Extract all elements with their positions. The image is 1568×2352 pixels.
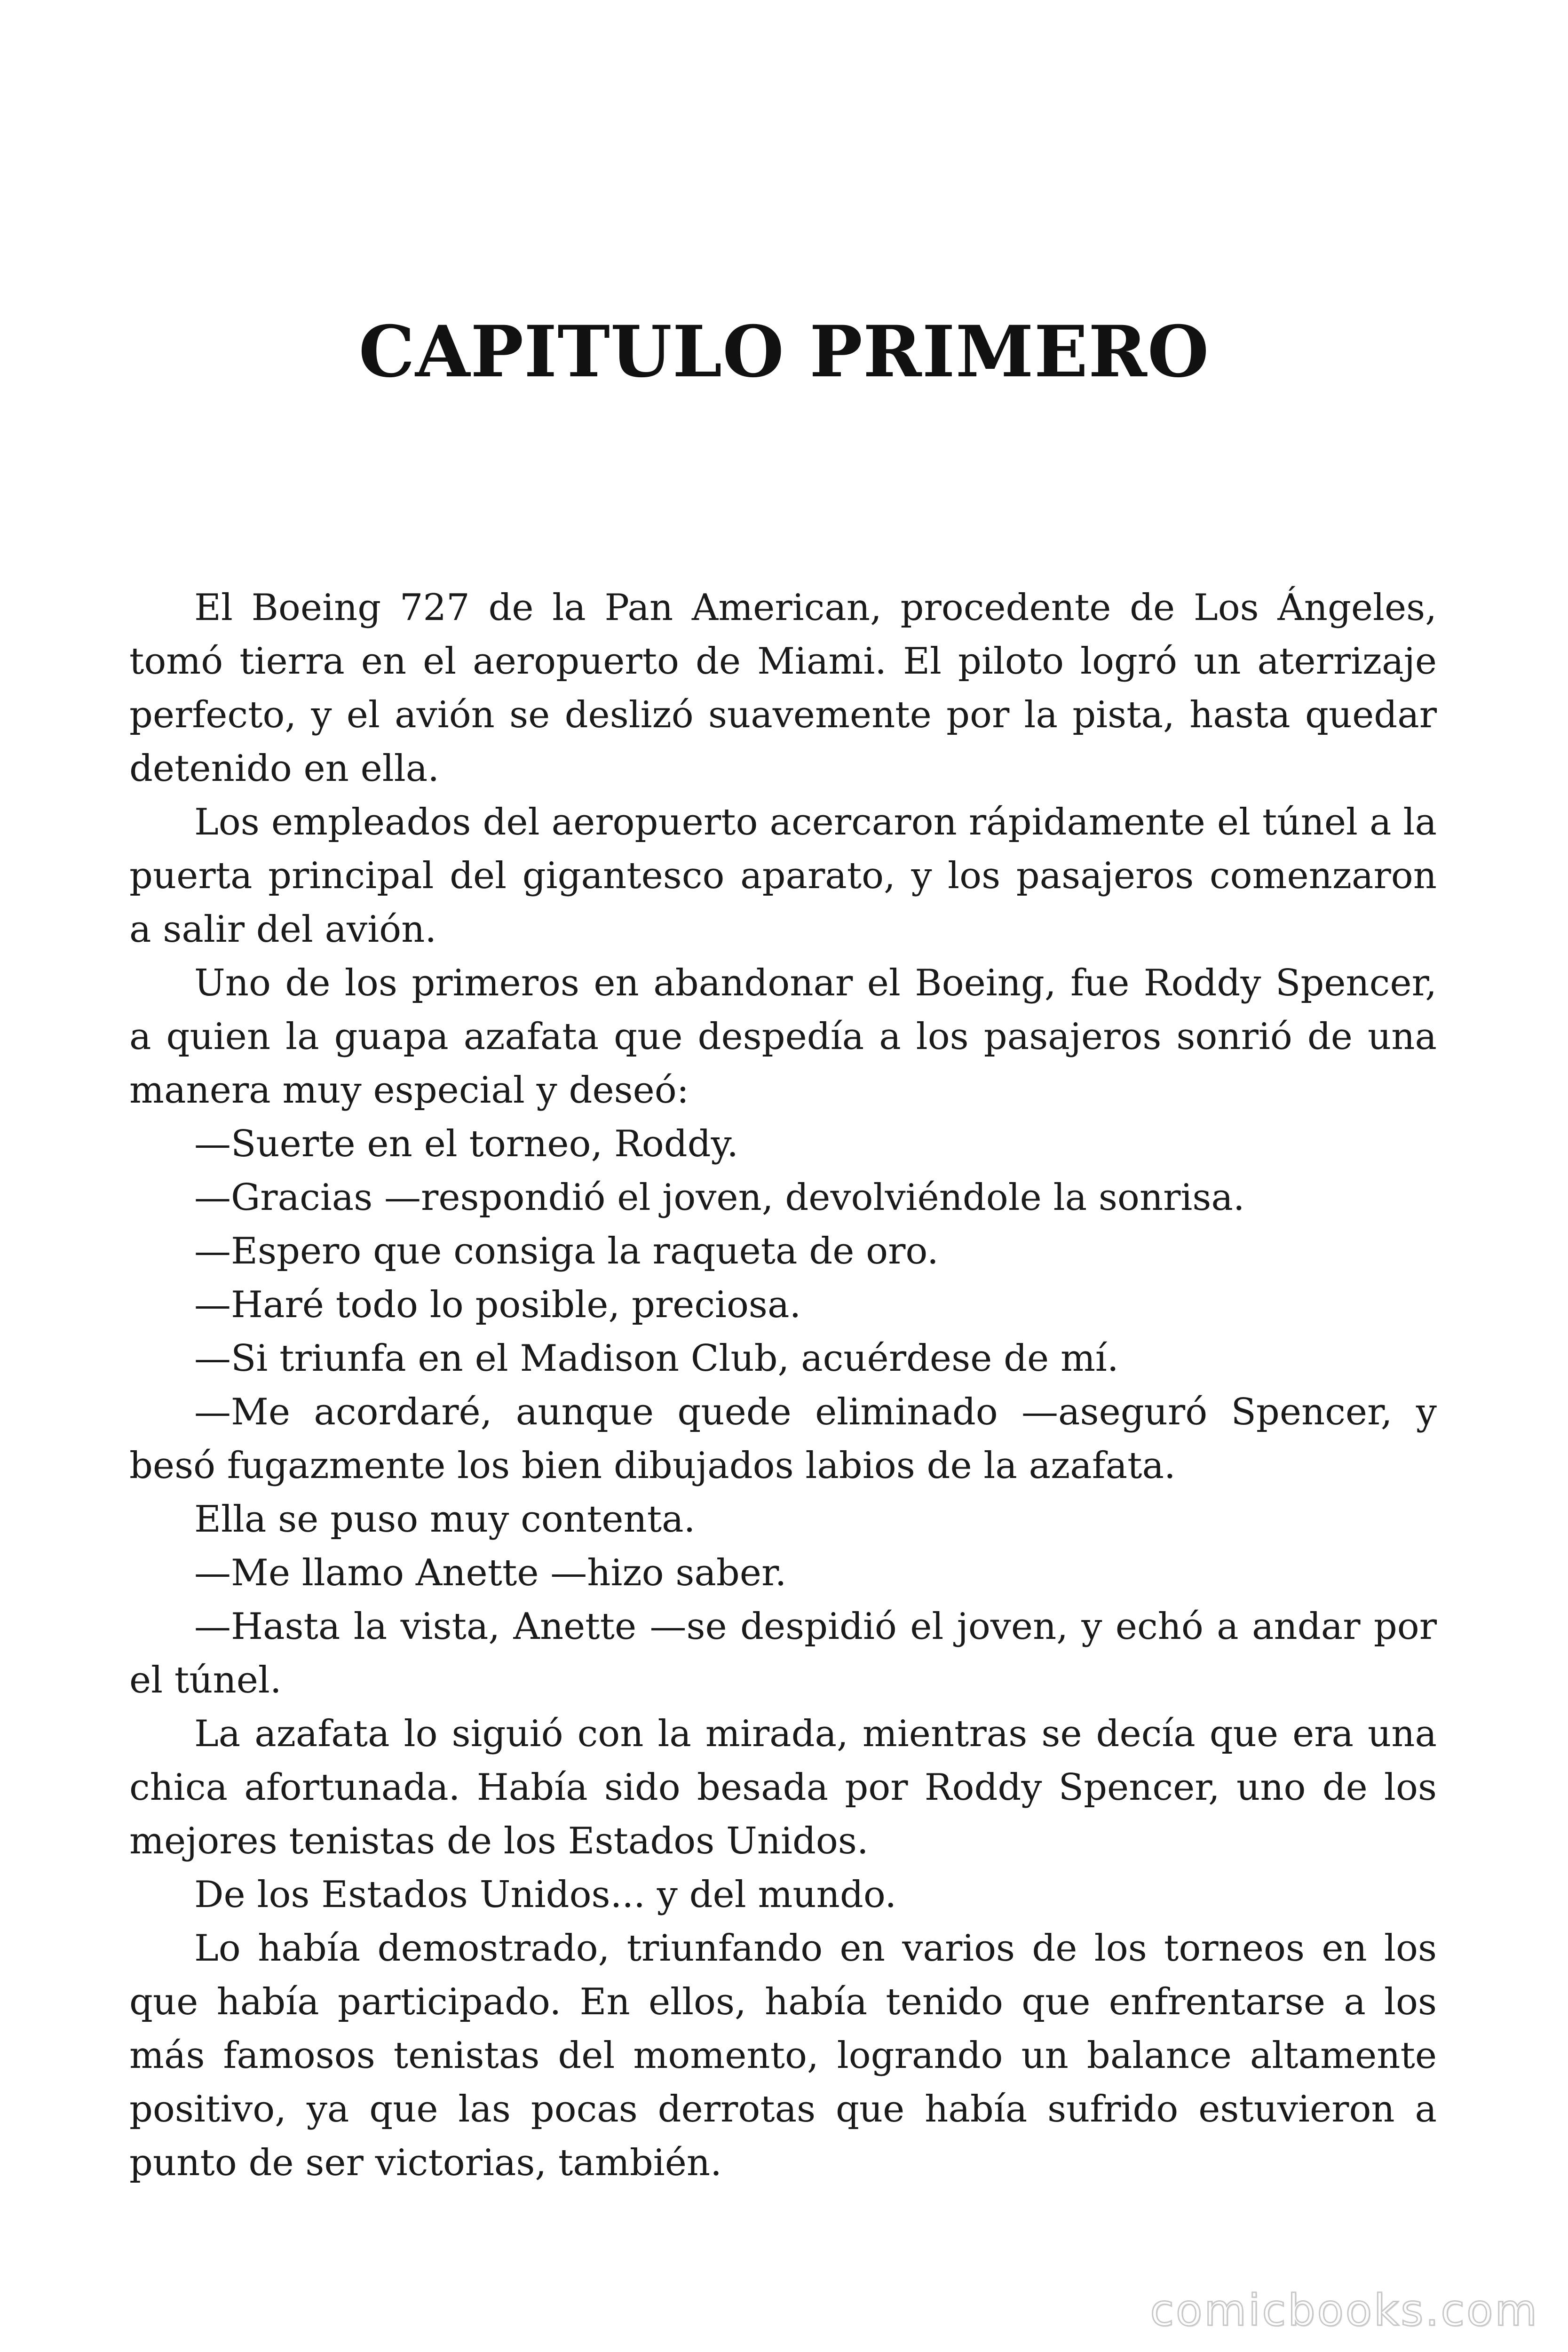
- paragraph: Lo había demostrado, triunfando en varios de los torneos en los que había participado. En ellos, había tenido que enfrentarse a los más famosos tenistas del momento, logrando un balance altamente positivo, ya que las pocas derrotas que había sufrido estuvieron a punto de ser victorias, también.: [129, 1927, 1437, 2184]
- paragraph: Los empleados del aeropuerto acercaron rápidamente el túnel a la puerta principal del gigantesco aparato, y los pasajeros comenzaron a salir del avión.: [129, 801, 1437, 951]
- paragraph: El Boeing 727 de la Pan American, procedente de Los Ángeles, tomó tierra en el aeropuerto de Miami. El piloto logró un aterrizaje perfecto, y el avión se deslizó suavemente por la pista, hasta quedar detenido en ella.: [129, 587, 1437, 790]
- paragraph: La azafata lo siguió con la mirada, mientras se decía que era una chica afortunada. Había sido besada por Roddy Spencer, uno de los mejores tenistas de los Estados Unidos.: [129, 1713, 1437, 1862]
- dialogue-line: —Hasta la vista, Anette —se despidió el joven, y echó a andar por el túnel.: [129, 1605, 1437, 1701]
- chapter-body: [129, 581, 1437, 2190]
- paragraph: Uno de los primeros en abandonar el Boeing, fue Roddy Spencer, a quien la guapa azafata que despedía a los pasajeros sonrió de una manera muy especial y deseó:: [129, 962, 1437, 1112]
- dialogue-line: —Si triunfa en el Madison Club, acuérdese de mí.: [194, 1337, 1119, 1380]
- paragraph: Ella se puso muy contenta.: [194, 1498, 696, 1541]
- dialogue-line: —Suerte en el torneo, Roddy.: [194, 1123, 739, 1165]
- watermark: comicbooks.com: [1150, 2285, 1539, 2336]
- dialogue-line: —Espero que consiga la raqueta de oro.: [194, 1230, 939, 1272]
- dialogue-line: —Gracias —respondió el joven, devolviéndole la sonrisa.: [194, 1176, 1245, 1219]
- dialogue-line: —Me llamo Anette —hizo saber.: [194, 1552, 787, 1594]
- dialogue-line: —Haré todo lo posible, preciosa.: [194, 1284, 801, 1326]
- dialogue-line: —Me acordaré, aunque quede eliminado —aseguró Spencer, y besó fugazmente los bien dibujados labios de la azafata.: [129, 1391, 1437, 1487]
- chapter-title: CAPITULO PRIMERO: [358, 310, 1210, 393]
- paragraph: De los Estados Unidos... y del mundo.: [194, 1874, 897, 1916]
